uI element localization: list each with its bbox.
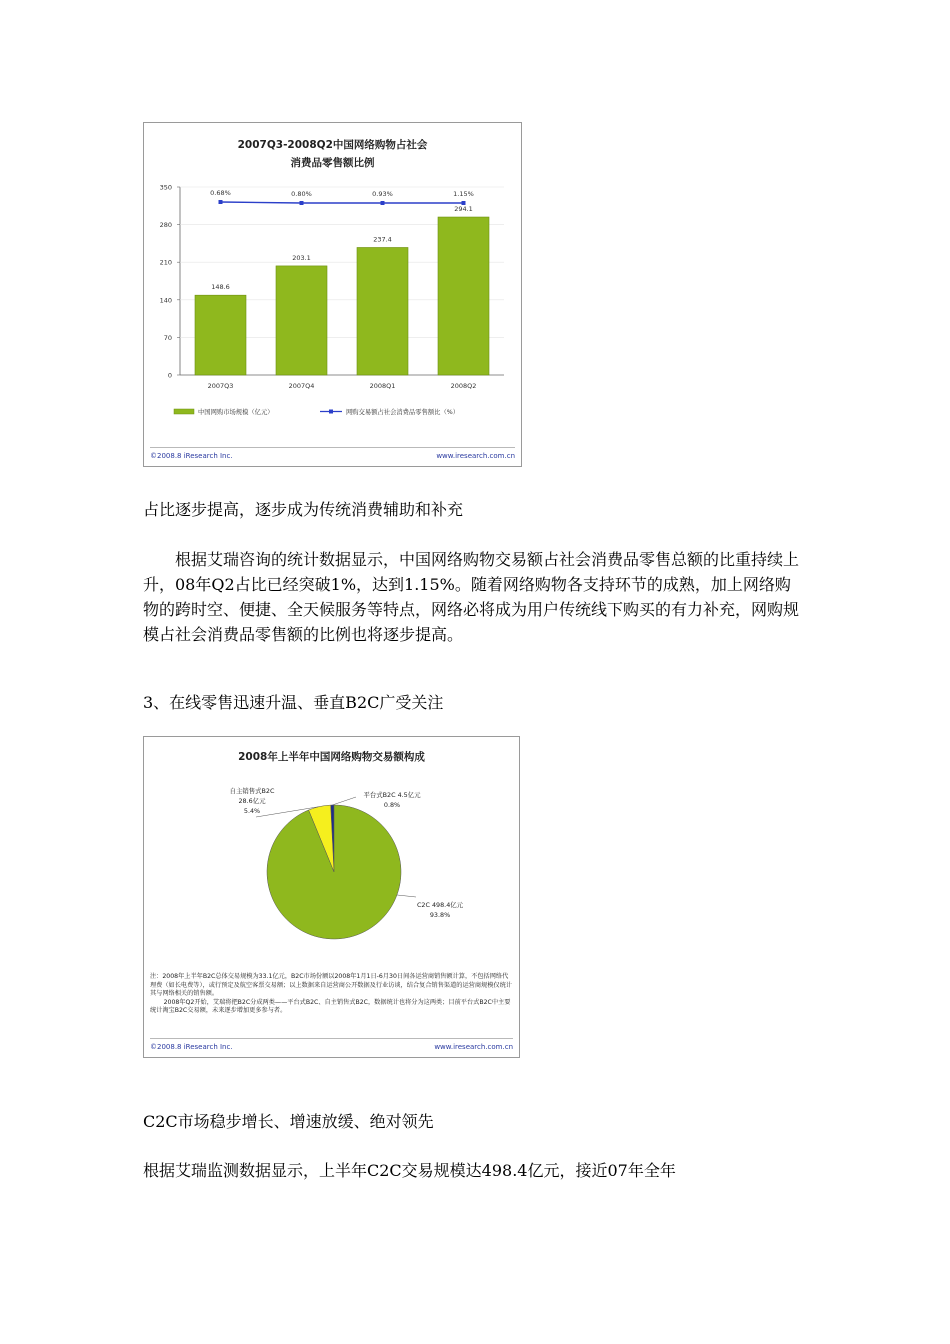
line-point xyxy=(219,200,223,204)
slice-label: 平台式B2C 4.5亿元 xyxy=(363,791,421,799)
pie-chart-svg xyxy=(144,737,519,977)
chart-note xyxy=(150,973,513,1016)
line-value-label: 1.15% xyxy=(453,190,474,198)
source-url: www.iresearch.com.cn xyxy=(436,452,515,460)
section-heading: 3、在线零售迅速升温、垂直B2C广受关注 xyxy=(143,693,444,712)
x-tick-label: 2007Q3 xyxy=(207,382,234,390)
copyright-text: ©2008.8 iResearch Inc. xyxy=(150,452,233,460)
legend-line-label: 网购交易额占社会消费品零售额比（%） xyxy=(346,409,460,416)
body-paragraph: 根据艾瑞咨询的统计数据显示，中国网络购物交易额占社会消费品零售总额的比重持续上升，08年Q2占比已经突破1%，达到1.15%。随着网络购物各支持环节的成熟，加上网络购物的跨时空、便捷、全天候服务等特点，网络必将成为用户传统线下购买的有力补充，网购规模占社会消费品零售额的比例也将逐步提高。 xyxy=(143,550,800,644)
line-value-label: 0.68% xyxy=(210,189,231,197)
note-line: 注：2008年上半年B2C总体交易规模为33.1亿元，B2C市场份额以2008年1月1日-6月30日间各运营商销售额计算，不包括网络代理费（如长电费等），或行预定及航空客票交易额；以上数据来自运营商公开数据及行业访谈，结合复合销售渠道的运营商规模仅统计其与网络相关的销售额。 xyxy=(150,973,512,998)
slice-percent-label: 0.8% xyxy=(383,801,401,809)
section-heading: 占比逐步提高，逐步成为传统消费辅助和补充 xyxy=(143,500,464,519)
line-point xyxy=(300,201,304,205)
legend-line-marker xyxy=(329,410,333,414)
bar-value-label: 294.1 xyxy=(454,205,473,214)
slice-value-label: 28.6亿元 xyxy=(238,797,266,805)
pie-slice xyxy=(267,805,401,939)
y-tick-label: 350 xyxy=(159,183,172,192)
series-line xyxy=(221,202,464,203)
line-value-label: 0.80% xyxy=(291,190,312,198)
leader-line xyxy=(332,797,356,805)
line-value-label: 0.93% xyxy=(372,190,393,198)
x-tick-label: 2008Q2 xyxy=(450,382,477,390)
chart-title-line2: 消费品零售额比例 xyxy=(290,157,375,169)
bar-value-label: 203.1 xyxy=(292,253,311,262)
section-heading: C2C市场稳步增长、增速放缓、绝对领先 xyxy=(143,1112,434,1131)
y-tick-label: 140 xyxy=(159,296,172,305)
x-tick-label: 2007Q4 xyxy=(288,382,315,390)
note-line: 2008年Q2开始，艾瑞将把B2C分成两类——平台式B2C、自主销售式B2C，数据统计也将分为这两类；目前平台式B2C中主要统计淘宝B2C交易额，未来逐步增加更多参与者。 xyxy=(150,998,511,1015)
slice-label: 自主销售式B2C xyxy=(229,787,275,795)
legend-bar-label: 中国网购市场规模（亿元） xyxy=(198,409,274,416)
slice-label: C2C 498.4亿元 xyxy=(416,901,464,909)
chart-title: 2008年上半年中国网络购物交易额构成 xyxy=(238,751,425,763)
y-tick-label: 70 xyxy=(163,333,172,342)
figure-bar-line-chart xyxy=(143,122,522,467)
bar-line-chart-svg xyxy=(144,123,521,466)
source-url: www.iresearch.com.cn xyxy=(434,1043,513,1051)
chart-footer xyxy=(150,447,515,460)
legend-bar-swatch xyxy=(174,409,194,414)
y-tick-label: 210 xyxy=(159,258,172,267)
bar xyxy=(195,295,246,375)
bar xyxy=(357,247,408,375)
body-paragraph: 根据艾瑞监测数据显示，上半年C2C交易规模达498.4亿元，接近07年全年 xyxy=(143,1161,676,1180)
bar-value-label: 148.6 xyxy=(211,283,230,292)
slice-percent-label: 5.4% xyxy=(243,807,261,815)
leader-line xyxy=(397,895,416,897)
bar-value-label: 237.4 xyxy=(373,235,392,244)
y-tick-label: 280 xyxy=(159,221,172,230)
bar xyxy=(438,217,489,375)
bar xyxy=(276,266,327,375)
chart-footer xyxy=(150,1038,513,1051)
x-tick-label: 2008Q1 xyxy=(369,382,396,390)
copyright-text: ©2008.8 iResearch Inc. xyxy=(150,1043,233,1051)
figure-pie-chart xyxy=(143,736,520,1058)
slice-percent-label: 93.8% xyxy=(429,911,451,919)
y-tick-label: 0 xyxy=(167,371,172,380)
line-point xyxy=(381,201,385,205)
chart-title-line1: 2007Q3-2008Q2中国网络购物占社会 xyxy=(237,139,428,151)
line-point xyxy=(462,201,466,205)
